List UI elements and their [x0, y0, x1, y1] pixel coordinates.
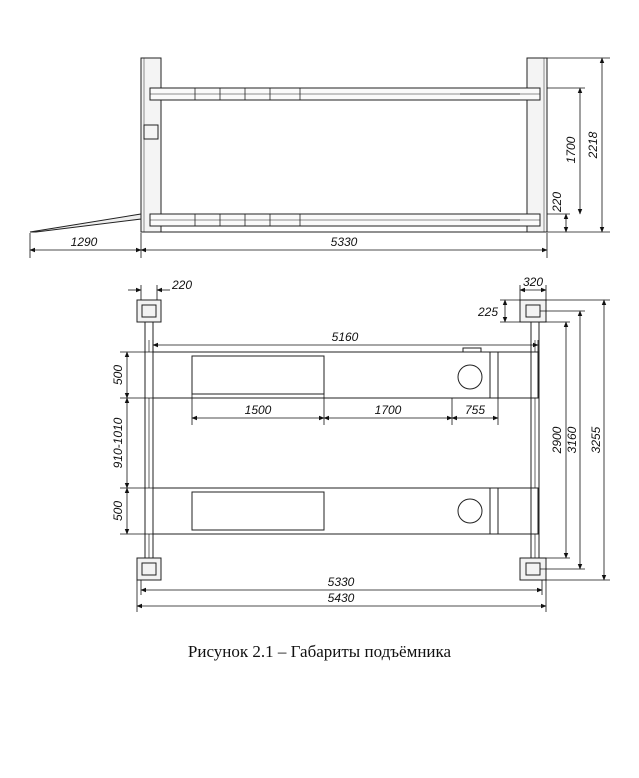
dim-track-width-2: 500: [111, 500, 125, 522]
dim-outer-width: 3255: [589, 426, 603, 454]
dim-platform-length: 5160: [331, 330, 359, 344]
dim-inner-span: 2900: [550, 426, 564, 454]
dim-post-width: 220: [172, 278, 193, 292]
dim-seg-755: 755: [464, 403, 486, 417]
dim-post-span: 3160: [565, 426, 579, 454]
dim-length-inner: 5330: [327, 575, 355, 589]
dim-ramp-length: 1290: [70, 235, 98, 249]
dim-total-height: 2218: [586, 131, 600, 159]
dim-length-outer: 5430: [327, 591, 355, 605]
dim-post-offset: 225: [477, 305, 498, 319]
dim-track-gap: 910-1010: [111, 417, 125, 469]
dim-track-width: 500: [111, 364, 125, 386]
dim-platform-high: 1700: [564, 136, 578, 164]
dim-post-depth: 320: [522, 275, 544, 289]
dim-seg-1700: 1700: [374, 403, 402, 417]
dim-base-length: 5330: [330, 235, 358, 249]
side-view: [30, 58, 547, 232]
dim-platform-low: 220: [550, 191, 564, 213]
figure-caption: Рисунок 2.1 – Габариты подъёмника: [187, 642, 452, 661]
dim-seg-1500: 1500: [244, 403, 272, 417]
